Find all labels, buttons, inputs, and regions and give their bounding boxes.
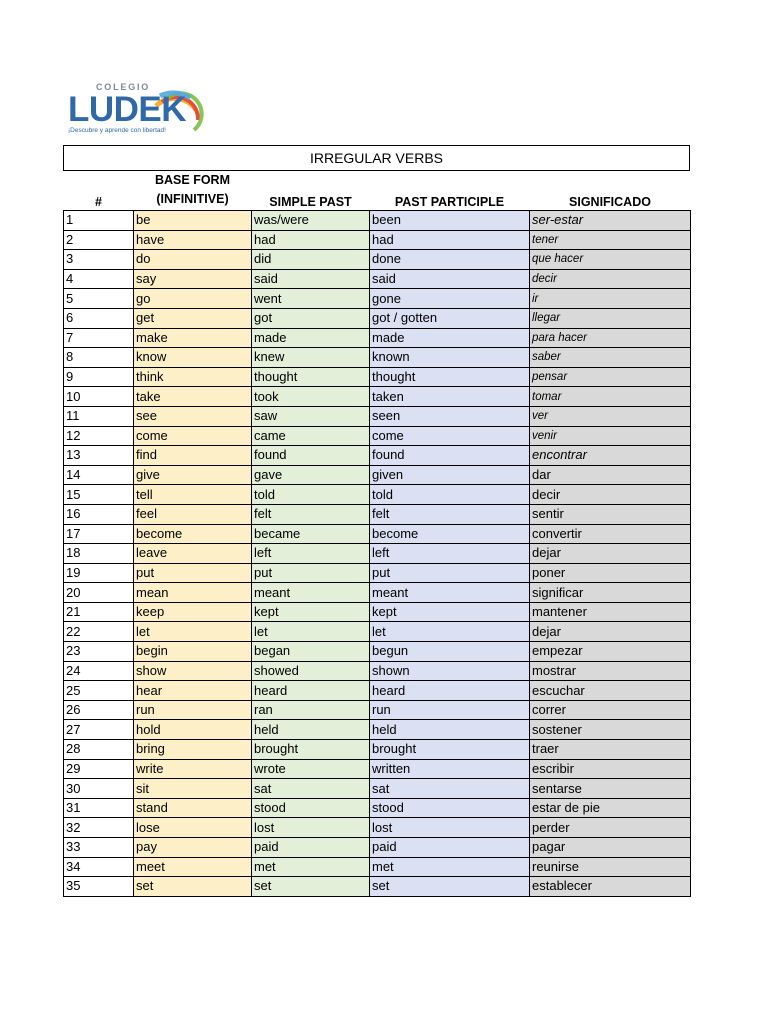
table-row	[64, 406, 691, 426]
table-row	[64, 700, 691, 720]
simple-past-cell: ran	[252, 700, 370, 720]
base-form-cell: write	[134, 759, 252, 779]
past-participle-cell: become	[370, 524, 530, 544]
base-form-cell: see	[134, 406, 252, 426]
simple-past-cell: thought	[252, 367, 370, 387]
row-number-cell: 31	[64, 798, 134, 818]
table-row	[64, 661, 691, 681]
table-row	[64, 798, 691, 818]
past-participle-cell: been	[370, 211, 530, 231]
simple-past-cell: set	[252, 877, 370, 897]
significado-cell: dejar	[530, 544, 691, 564]
significado-cell: pensar	[530, 367, 691, 387]
significado-cell: tener	[530, 230, 691, 250]
simple-past-cell: made	[252, 328, 370, 348]
past-participle-cell: seen	[370, 406, 530, 426]
significado-cell: perder	[530, 818, 691, 838]
significado-cell: llegar	[530, 308, 691, 328]
simple-past-cell: gave	[252, 465, 370, 485]
base-form-cell: run	[134, 700, 252, 720]
significado-cell: para hacer	[530, 328, 691, 348]
row-number-cell: 29	[64, 759, 134, 779]
row-number-cell: 23	[64, 642, 134, 662]
base-form-cell: lose	[134, 818, 252, 838]
header-simple-past: SIMPLE PAST	[269, 195, 352, 209]
table-row	[64, 348, 691, 368]
table-row	[64, 818, 691, 838]
past-participle-cell: thought	[370, 367, 530, 387]
base-form-cell: pay	[134, 838, 252, 858]
past-participle-cell: run	[370, 700, 530, 720]
past-participle-cell: meant	[370, 583, 530, 603]
row-number-cell: 1	[64, 211, 134, 231]
simple-past-cell: meant	[252, 583, 370, 603]
past-participle-cell: met	[370, 857, 530, 877]
row-number-cell: 7	[64, 328, 134, 348]
past-participle-cell: got / gotten	[370, 308, 530, 328]
significado-cell: reunirse	[530, 857, 691, 877]
significado-cell: establecer	[530, 877, 691, 897]
table-row	[64, 230, 691, 250]
verbs-table-body	[64, 211, 691, 897]
row-number-cell: 2	[64, 230, 134, 250]
past-participle-cell: told	[370, 485, 530, 505]
significado-cell: mantener	[530, 602, 691, 622]
table-row	[64, 367, 691, 387]
base-form-cell: show	[134, 661, 252, 681]
irregular-verbs-sheet	[63, 145, 690, 897]
simple-past-cell: lost	[252, 818, 370, 838]
table-row	[64, 250, 691, 270]
past-participle-cell: had	[370, 230, 530, 250]
base-form-cell: get	[134, 308, 252, 328]
past-participle-cell: lost	[370, 818, 530, 838]
row-number-cell: 6	[64, 308, 134, 328]
past-participle-cell: taken	[370, 387, 530, 407]
simple-past-cell: went	[252, 289, 370, 309]
significado-cell: sostener	[530, 720, 691, 740]
base-form-cell: leave	[134, 544, 252, 564]
significado-cell: mostrar	[530, 661, 691, 681]
row-number-cell: 26	[64, 700, 134, 720]
significado-cell: empezar	[530, 642, 691, 662]
table-row	[64, 583, 691, 603]
past-participle-cell: come	[370, 426, 530, 446]
table-row	[64, 211, 691, 231]
base-form-cell: let	[134, 622, 252, 642]
base-form-cell: think	[134, 367, 252, 387]
row-number-cell: 17	[64, 524, 134, 544]
simple-past-cell: got	[252, 308, 370, 328]
significado-cell: encontrar	[530, 446, 691, 466]
significado-cell: pagar	[530, 838, 691, 858]
past-participle-cell: begun	[370, 642, 530, 662]
simple-past-cell: came	[252, 426, 370, 446]
past-participle-cell: held	[370, 720, 530, 740]
past-participle-cell: gone	[370, 289, 530, 309]
row-number-cell: 32	[64, 818, 134, 838]
base-form-cell: do	[134, 250, 252, 270]
significado-cell: que hacer	[530, 250, 691, 270]
row-number-cell: 30	[64, 779, 134, 799]
simple-past-cell: met	[252, 857, 370, 877]
base-form-cell: sit	[134, 779, 252, 799]
table-row	[64, 504, 691, 524]
table-row	[64, 387, 691, 407]
significado-cell: escribir	[530, 759, 691, 779]
base-form-cell: give	[134, 465, 252, 485]
header-significado: SIGNIFICADO	[569, 195, 651, 209]
row-number-cell: 13	[64, 446, 134, 466]
sheet-title: IRREGULAR VERBS	[63, 145, 690, 171]
logo-slogan-text: ¡Descubre y aprende con libertad!	[68, 127, 166, 134]
past-participle-cell: shown	[370, 661, 530, 681]
simple-past-cell: heard	[252, 681, 370, 701]
significado-cell: ir	[530, 289, 691, 309]
base-form-cell: meet	[134, 857, 252, 877]
base-form-cell: stand	[134, 798, 252, 818]
simple-past-cell: was/were	[252, 211, 370, 231]
table-row	[64, 759, 691, 779]
base-form-cell: feel	[134, 504, 252, 524]
past-participle-cell: done	[370, 250, 530, 270]
significado-cell: sentarse	[530, 779, 691, 799]
row-number-cell: 25	[64, 681, 134, 701]
simple-past-cell: showed	[252, 661, 370, 681]
row-number-cell: 5	[64, 289, 134, 309]
significado-cell: escuchar	[530, 681, 691, 701]
simple-past-cell: let	[252, 622, 370, 642]
row-number-cell: 8	[64, 348, 134, 368]
base-form-cell: know	[134, 348, 252, 368]
significado-cell: ser-estar	[530, 211, 691, 231]
row-number-cell: 35	[64, 877, 134, 897]
base-form-cell: set	[134, 877, 252, 897]
simple-past-cell: sat	[252, 779, 370, 799]
past-participle-cell: said	[370, 269, 530, 289]
table-row	[64, 602, 691, 622]
base-form-cell: bring	[134, 740, 252, 760]
base-form-cell: hear	[134, 681, 252, 701]
simple-past-cell: told	[252, 485, 370, 505]
significado-cell: venir	[530, 426, 691, 446]
row-number-cell: 19	[64, 563, 134, 583]
row-number-cell: 3	[64, 250, 134, 270]
past-participle-cell: set	[370, 877, 530, 897]
table-row	[64, 838, 691, 858]
significado-cell: poner	[530, 563, 691, 583]
past-participle-cell: left	[370, 544, 530, 564]
past-participle-cell: given	[370, 465, 530, 485]
base-form-cell: tell	[134, 485, 252, 505]
row-number-cell: 10	[64, 387, 134, 407]
table-row	[64, 740, 691, 760]
row-number-cell: 18	[64, 544, 134, 564]
row-number-cell: 16	[64, 504, 134, 524]
verbs-table	[63, 171, 691, 897]
significado-cell: saber	[530, 348, 691, 368]
base-form-cell: hold	[134, 720, 252, 740]
simple-past-cell: kept	[252, 602, 370, 622]
row-number-cell: 22	[64, 622, 134, 642]
significado-cell: ver	[530, 406, 691, 426]
table-row	[64, 308, 691, 328]
table-row	[64, 642, 691, 662]
significado-cell: decir	[530, 269, 691, 289]
simple-past-cell: felt	[252, 504, 370, 524]
base-form-cell: become	[134, 524, 252, 544]
significado-cell: dar	[530, 465, 691, 485]
base-form-cell: put	[134, 563, 252, 583]
significado-cell: convertir	[530, 524, 691, 544]
table-row	[64, 524, 691, 544]
simple-past-cell: said	[252, 269, 370, 289]
table-row	[64, 544, 691, 564]
past-participle-cell: paid	[370, 838, 530, 858]
simple-past-cell: took	[252, 387, 370, 407]
header-base-line1: BASE FORM	[155, 173, 230, 187]
header-base-line2: (INFINITIVE)	[156, 192, 229, 206]
past-participle-cell: known	[370, 348, 530, 368]
table-row	[64, 563, 691, 583]
past-participle-cell: stood	[370, 798, 530, 818]
simple-past-cell: had	[252, 230, 370, 250]
simple-past-cell: stood	[252, 798, 370, 818]
base-form-cell: begin	[134, 642, 252, 662]
row-number-cell: 28	[64, 740, 134, 760]
row-number-cell: 34	[64, 857, 134, 877]
row-number-cell: 15	[64, 485, 134, 505]
simple-past-cell: became	[252, 524, 370, 544]
past-participle-cell: sat	[370, 779, 530, 799]
table-row	[64, 328, 691, 348]
row-number-cell: 24	[64, 661, 134, 681]
simple-past-cell: saw	[252, 406, 370, 426]
row-number-cell: 9	[64, 367, 134, 387]
header-num: #	[95, 195, 102, 209]
table-row	[64, 485, 691, 505]
significado-cell: dejar	[530, 622, 691, 642]
base-form-cell: find	[134, 446, 252, 466]
school-logo	[64, 76, 204, 138]
logo-colegio-text: COLEGIO	[96, 82, 151, 92]
table-row	[64, 426, 691, 446]
base-form-cell: say	[134, 269, 252, 289]
base-form-cell: take	[134, 387, 252, 407]
simple-past-cell: found	[252, 446, 370, 466]
simple-past-cell: put	[252, 563, 370, 583]
row-number-cell: 14	[64, 465, 134, 485]
header-row	[64, 171, 691, 211]
past-participle-cell: felt	[370, 504, 530, 524]
base-form-cell: have	[134, 230, 252, 250]
simple-past-cell: knew	[252, 348, 370, 368]
base-form-cell: be	[134, 211, 252, 231]
header-base-form	[134, 171, 252, 211]
table-row	[64, 779, 691, 799]
simple-past-cell: wrote	[252, 759, 370, 779]
table-row	[64, 289, 691, 309]
significado-cell: significar	[530, 583, 691, 603]
past-participle-cell: put	[370, 563, 530, 583]
header-past-participle: PAST PARTICIPLE	[394, 195, 505, 209]
significado-cell: traer	[530, 740, 691, 760]
past-participle-cell: made	[370, 328, 530, 348]
table-row	[64, 857, 691, 877]
table-row	[64, 465, 691, 485]
past-participle-cell: brought	[370, 740, 530, 760]
significado-cell: correr	[530, 700, 691, 720]
simple-past-cell: left	[252, 544, 370, 564]
simple-past-cell: held	[252, 720, 370, 740]
base-form-cell: go	[134, 289, 252, 309]
table-row	[64, 877, 691, 897]
base-form-cell: make	[134, 328, 252, 348]
significado-cell: sentir	[530, 504, 691, 524]
logo-brand-text: LUDEK	[68, 90, 187, 129]
base-form-cell: mean	[134, 583, 252, 603]
past-participle-cell: kept	[370, 602, 530, 622]
significado-cell: estar de pie	[530, 798, 691, 818]
table-row	[64, 446, 691, 466]
past-participle-cell: written	[370, 759, 530, 779]
past-participle-cell: found	[370, 446, 530, 466]
significado-cell: tomar	[530, 387, 691, 407]
simple-past-cell: began	[252, 642, 370, 662]
table-row	[64, 269, 691, 289]
row-number-cell: 12	[64, 426, 134, 446]
table-row	[64, 720, 691, 740]
row-number-cell: 27	[64, 720, 134, 740]
row-number-cell: 4	[64, 269, 134, 289]
row-number-cell: 11	[64, 406, 134, 426]
row-number-cell: 20	[64, 583, 134, 603]
past-participle-cell: let	[370, 622, 530, 642]
simple-past-cell: brought	[252, 740, 370, 760]
simple-past-cell: paid	[252, 838, 370, 858]
base-form-cell: come	[134, 426, 252, 446]
past-participle-cell: heard	[370, 681, 530, 701]
table-row	[64, 681, 691, 701]
simple-past-cell: did	[252, 250, 370, 270]
significado-cell: decir	[530, 485, 691, 505]
row-number-cell: 21	[64, 602, 134, 622]
table-row	[64, 622, 691, 642]
base-form-cell: keep	[134, 602, 252, 622]
row-number-cell: 33	[64, 838, 134, 858]
